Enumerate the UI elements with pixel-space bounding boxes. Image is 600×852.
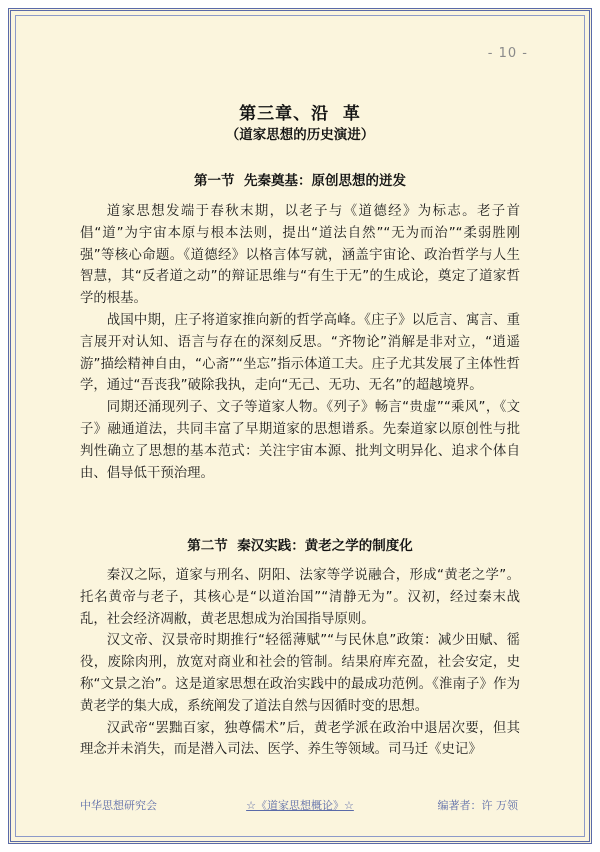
footer-author: 编著者：许 万领 — [437, 799, 518, 812]
body-paragraph: 汉文帝、汉景帝时期推行“轻徭薄赋”“与民休息”政策：减少田赋、徭役，废除肉刑，放宽对商业和社会的管制。结果府库充盈，社会安定，史称“文景之治”。这是道家思想在政治实践中的最成功范例。《淮南子》作为黄老学的集大成，系统阐发了道法自然与因循时变的思想。 — [80, 633, 520, 714]
section-body — [80, 201, 520, 484]
footer-publisher: 中华思想研究会 — [80, 799, 157, 812]
body-paragraph: 汉武帝“罢黜百家，独尊儒术”后，黄老学派在政治中退居次要，但其理念并未消失，而是潜入司法、医学、养生等领域。司马迁《史记》 — [80, 720, 520, 758]
chapter-subtitle: （道家思想的历史演进） — [225, 127, 375, 143]
body-paragraph: 道家思想发端于春秋末期，以老子与《道德经》为标志。老子首倡“道”为宇宙本原与根本法则，提出“道法自然”“无为而治”“柔弱胜刚强”等核心命题。《道德经》以格言体写就，涵盖宇宙论、政治哲学与人生智慧，其“反者道之动”的辩证思维与“有生于无”的生成论，奠定了道家哲学的根基。 — [80, 204, 520, 307]
page-number: - 10 - — [487, 46, 528, 61]
section-title: 第二节 秦汉实践：黄老之学的制度化 — [187, 538, 413, 554]
body-paragraph: 同期还涌现列子、文子等道家人物。《列子》畅言“贵虚”“乘风”，《文子》融通道法，共同丰富了早期道家的思想谱系。先秦道家以原创性与批判性确立了思想的基本范式：关注宇宙本源、批判文明异化、追求个体自由、倡导低干预治理。 — [80, 400, 520, 481]
body-paragraph: 秦汉之际，道家与刑名、阴阳、法家等学说融合，形成“黄老之学”。托名黄帝与老子，其核心是“以道治国”“清静无为”。汉初，经过秦末战乱，社会经济凋敝，黄老思想成为治国指导原则。 — [80, 568, 520, 627]
chapter-title: 第三章、沿 革 — [239, 104, 361, 124]
section-title: 第一节 先秦奠基：原创思想的迸发 — [194, 173, 406, 189]
body-paragraph: 战国中期，庄子将道家推向新的哲学高峰。《庄子》以卮言、寓言、重言展开对认知、语言与存在的深刻反思。“齐物论”消解是非对立，“逍遥游”描绘精神自由，“心斋”“坐忘”指示体道工夫。庄子尤其发展了主体性哲学，通过“吾丧我”破除我执，走向“无己、无功、无名”的超越境界。 — [80, 312, 520, 394]
footer-book-title: ☆《道家思想概论》☆ — [246, 799, 354, 812]
section-body — [80, 565, 520, 761]
